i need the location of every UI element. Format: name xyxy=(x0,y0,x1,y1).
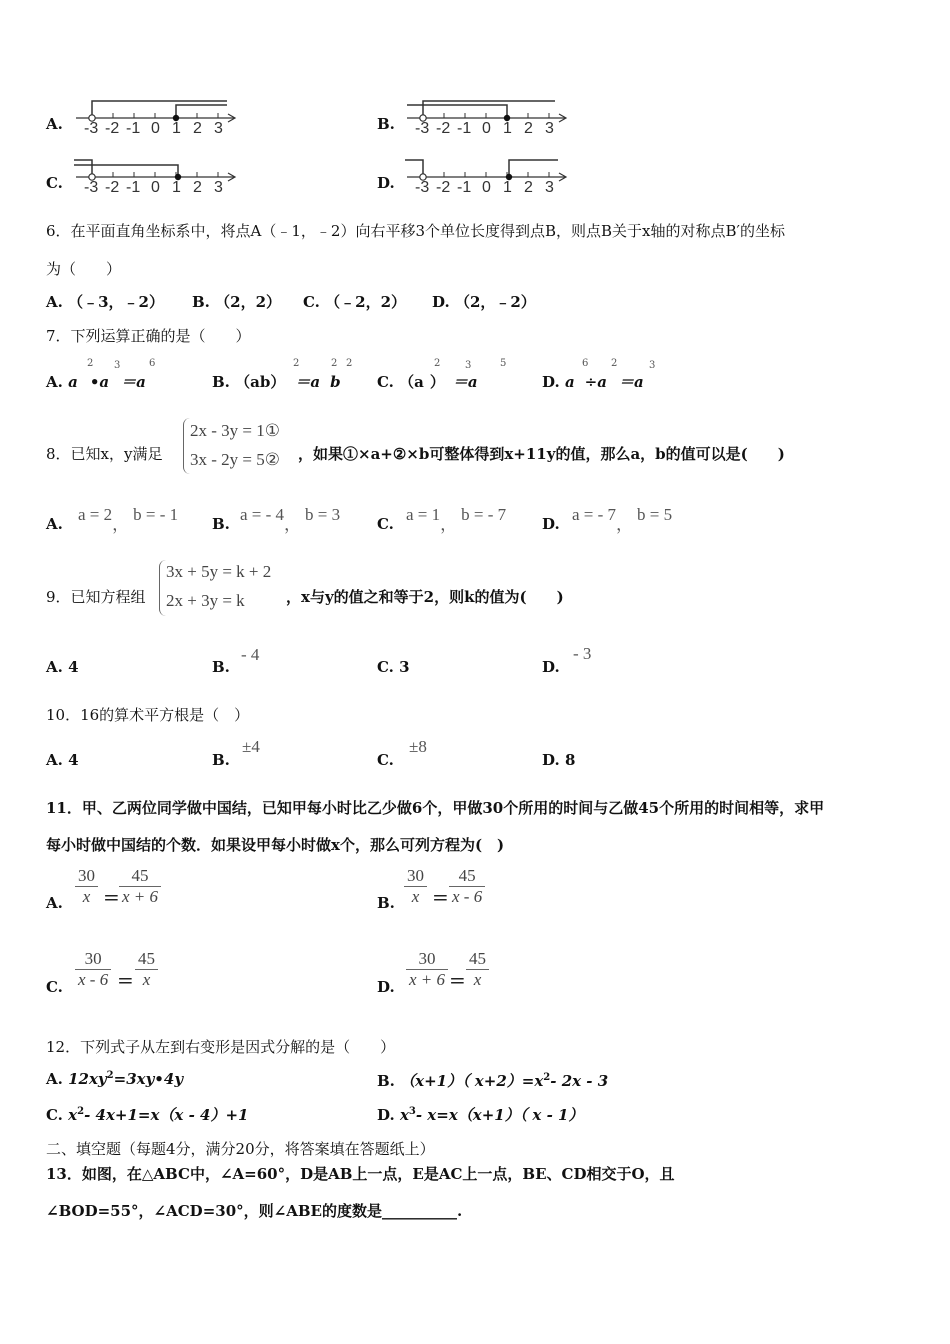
tick-label: 0 xyxy=(482,120,491,137)
q8-stem-prefix: 8．已知x，y满足 xyxy=(46,445,163,463)
tick-label: 3 xyxy=(214,120,223,137)
exponent: 2 xyxy=(87,358,94,369)
option-label: B. xyxy=(192,293,210,311)
equation-2: 2x + 3y = k xyxy=(166,591,245,610)
q8-stem-suffix: ，如果①×a+②×b可整体得到x+11y的值，那么a，b的值可以是( ) xyxy=(298,445,785,463)
q5-option-c-label: C. xyxy=(46,174,63,192)
numerator: 30 xyxy=(404,866,427,887)
option-label: A. xyxy=(46,1070,63,1088)
fraction-right xyxy=(119,866,161,907)
option-text: 3 xyxy=(399,658,410,676)
q6-stem-line2: 为（ ） xyxy=(46,260,122,278)
q9-option-b-label: B. xyxy=(212,658,230,676)
q11-option-d-label: D. xyxy=(377,978,395,996)
q5-option-c-numberline xyxy=(72,155,242,199)
expr-part: ） xyxy=(429,373,445,391)
q6-stem-line1: 6．在平面直角坐标系中，将点A（﹣1，﹣2）向右平移3个单位长度得到点B，则点B关于x轴的对称点B′的坐标 xyxy=(46,222,785,240)
exponent: 6 xyxy=(582,358,589,369)
q11-stem-line1: 11．甲、乙两位同学做中国结，已知甲每小时比乙少做6个，甲做30个所用的时间与乙做45个所用的时间相等，求甲 xyxy=(46,799,825,817)
exponent: 3 xyxy=(114,360,121,371)
exponent: 2 xyxy=(77,1106,85,1117)
q9-option-b-value: - 4 xyxy=(241,645,260,664)
tick-label: 1 xyxy=(503,120,512,137)
q9-option-c xyxy=(377,658,410,676)
equals-sign: = xyxy=(117,968,134,992)
equals-sign: = xyxy=(432,885,449,909)
option-text: （﹣3，﹣2） xyxy=(68,293,164,311)
equation-2: 3x - 2y = 5② xyxy=(190,450,280,469)
tick-label: -2 xyxy=(105,120,120,137)
option-label: A. xyxy=(46,373,63,391)
numerator: 45 xyxy=(135,949,158,970)
expr-part: a xyxy=(564,373,575,391)
q8-option-c-values xyxy=(406,500,507,534)
option-label: A. xyxy=(46,751,63,769)
option-text: 4 xyxy=(68,751,79,769)
q8-option-d-values xyxy=(572,500,673,534)
exponent: 2 xyxy=(434,358,441,369)
q12-stem: 12．下列式子从左到右变形是因式分解的是（ ） xyxy=(46,1038,396,1056)
q6-option-a xyxy=(46,291,164,312)
q11-option-a-label: A. xyxy=(46,894,63,912)
expr-part: ÷a xyxy=(584,373,607,391)
option-text: 8 xyxy=(564,751,576,769)
option-label: B. xyxy=(377,1072,395,1090)
q8-option-a-label: A. xyxy=(46,515,63,533)
expr-part: =3xy•4y xyxy=(113,1070,184,1088)
tick-label: 3 xyxy=(545,120,554,137)
fraction-left xyxy=(406,949,448,990)
q8-option-b-values xyxy=(240,500,341,534)
q12-option-b xyxy=(377,1070,608,1091)
expr-part: （a xyxy=(399,373,424,391)
tick-label: 0 xyxy=(482,179,491,196)
q6-option-c xyxy=(303,291,406,312)
q5-option-d-numberline xyxy=(403,155,573,199)
expr-part: （x+1）（ x+2）=x xyxy=(400,1072,544,1090)
q9-stem-suffix: ，x与y的值之和等于2，则k的值为( ) xyxy=(286,588,564,606)
tick-label: 2 xyxy=(524,120,533,137)
fraction-left xyxy=(75,866,98,907)
equation-1: 3x + 5y = k + 2 xyxy=(166,562,272,581)
separator: ， xyxy=(440,515,458,534)
denominator: x + 6 xyxy=(122,887,159,906)
exponent: 3 xyxy=(465,360,472,371)
expr-part: a xyxy=(68,373,78,391)
numerator: 45 xyxy=(119,866,161,887)
q8-option-c-label: C. xyxy=(377,515,394,533)
exponent: 2 xyxy=(543,1072,551,1083)
q10-option-a xyxy=(46,751,79,769)
value-b: b = 5 xyxy=(637,505,673,524)
denominator: x xyxy=(411,887,420,906)
q7-option-d xyxy=(542,371,644,392)
exponent: 6 xyxy=(149,358,156,369)
value-a: a = - 4 xyxy=(240,505,285,524)
system-brace xyxy=(183,418,190,474)
option-label: C. xyxy=(377,373,394,391)
q10-option-d xyxy=(542,751,575,769)
value-b: b = - 7 xyxy=(461,505,507,524)
q6-option-d xyxy=(432,291,536,312)
q10-option-b-label: B. xyxy=(212,751,230,769)
q7-option-c xyxy=(377,371,478,392)
denominator: x xyxy=(82,887,91,906)
q8-option-d-label: D. xyxy=(542,515,560,533)
tick-label: 0 xyxy=(151,120,160,137)
expr-part: •a xyxy=(89,373,110,391)
tick-label: 3 xyxy=(545,179,554,196)
q11-option-c-label: C. xyxy=(46,978,63,996)
expr-part: 12xy xyxy=(68,1070,107,1088)
exponent: 3 xyxy=(649,360,656,371)
denominator: x xyxy=(142,970,151,989)
fraction-right xyxy=(466,949,489,990)
answer-blank[interactable]: __________ xyxy=(381,1202,457,1220)
equals-sign: = xyxy=(449,968,466,992)
expr-part: - x=x（x+1）（ x - 1） xyxy=(415,1106,584,1124)
q8-option-a-values xyxy=(78,500,179,534)
value-a: a = - 7 xyxy=(572,505,617,524)
option-label: C. xyxy=(377,658,394,676)
equals-sign: = xyxy=(103,885,120,909)
exponent: 2 xyxy=(106,1070,114,1081)
tick-label: 3 xyxy=(214,179,223,196)
equation-1: 2x - 3y = 1① xyxy=(190,421,280,440)
q7-option-a xyxy=(46,371,146,392)
q9-option-d-label: D. xyxy=(542,658,560,676)
tick-label: 1 xyxy=(172,120,181,137)
expr-part: b xyxy=(330,373,341,391)
expr-part: ＝a xyxy=(452,373,478,391)
q11-option-b-label: B. xyxy=(377,894,395,912)
q10-option-c-value: ±8 xyxy=(409,737,427,756)
q13-stem-line2 xyxy=(46,1200,462,1221)
tick-label: 1 xyxy=(503,179,512,196)
tick-label: -2 xyxy=(436,179,451,196)
option-label: A. xyxy=(46,293,63,311)
q6-option-b xyxy=(192,291,281,312)
option-text: （﹣2，2） xyxy=(325,293,407,311)
q5-option-d-label: D. xyxy=(377,174,395,192)
stem-text: ∠BOD=55°，∠ACD=30°，则∠ABE的度数是 xyxy=(46,1202,382,1220)
option-label: A. xyxy=(46,658,63,676)
expr-part: （ab） xyxy=(235,373,286,391)
q5-option-b-numberline xyxy=(403,96,573,140)
tick-label: -3 xyxy=(415,120,430,137)
numerator: 30 xyxy=(75,949,111,970)
tick-label: -1 xyxy=(126,120,141,137)
denominator: x - 6 xyxy=(78,970,109,989)
q11-stem-line2: 每小时做中国结的个数．如果设甲每小时做x个，那么可列方程为( ) xyxy=(46,836,505,854)
stem-end: . xyxy=(456,1202,463,1220)
q10-option-c-label: C. xyxy=(377,751,394,769)
q9-option-a xyxy=(46,658,79,676)
option-label: D. xyxy=(542,751,560,769)
q12-option-a xyxy=(46,1070,183,1088)
q13-stem-line1: 13．如图，在△ABC中，∠A=60°，D是AB上一点，E是AC上一点，BE、CD相交于O，且 xyxy=(46,1165,675,1183)
numerator: 30 xyxy=(75,866,98,887)
expr-part: - 2x - 3 xyxy=(550,1072,609,1090)
exponent: 2 xyxy=(346,358,353,369)
tick-label: -3 xyxy=(415,179,430,196)
denominator: x + 6 xyxy=(409,970,446,989)
value-b: b = - 1 xyxy=(133,505,179,524)
numerator: 30 xyxy=(406,949,448,970)
numerator: 45 xyxy=(466,949,489,970)
fraction-left xyxy=(404,866,427,907)
exponent: 3 xyxy=(408,1106,416,1117)
separator: ， xyxy=(616,515,634,534)
separator: ， xyxy=(284,515,302,534)
q9-equation-system xyxy=(166,557,271,615)
fraction-right xyxy=(135,949,158,990)
value-b: b = 3 xyxy=(305,505,341,524)
q9-stem-prefix: 9．已知方程组 xyxy=(46,588,146,606)
option-label: D. xyxy=(542,373,560,391)
exponent: 5 xyxy=(500,358,507,369)
tick-label: -3 xyxy=(84,120,99,137)
fraction-left xyxy=(75,949,111,990)
option-text: （2，﹣2） xyxy=(454,293,536,311)
tick-label: -1 xyxy=(457,120,472,137)
option-text: 4 xyxy=(68,658,79,676)
expr-part: ＝a xyxy=(121,373,146,391)
section-title: 二、填空题（每题4分，满分20分，将答案填在答题纸上） xyxy=(46,1140,435,1158)
q10-option-b-value: ±4 xyxy=(242,737,260,756)
q10-stem: 10．16的算术平方根是（ ） xyxy=(46,706,250,724)
tick-label: -1 xyxy=(457,179,472,196)
option-label: C. xyxy=(46,1106,63,1124)
tick-label: 2 xyxy=(193,120,202,137)
q12-option-d xyxy=(377,1104,583,1125)
q7-stem: 7．下列运算正确的是（ ） xyxy=(46,327,251,345)
option-label: D. xyxy=(432,293,450,311)
fraction-right xyxy=(449,866,485,907)
tick-label: -2 xyxy=(105,179,120,196)
separator: ， xyxy=(112,515,130,534)
tick-label: 2 xyxy=(193,179,202,196)
expr-part: x xyxy=(399,1106,409,1124)
tick-label: 1 xyxy=(172,179,181,196)
q5-option-a-label: A. xyxy=(46,115,63,133)
q5-option-a-numberline xyxy=(72,96,242,140)
value-a: a = 2 xyxy=(78,505,113,524)
tick-label: 2 xyxy=(524,179,533,196)
q8-equation-system xyxy=(190,416,280,474)
q8-option-b-label: B. xyxy=(212,515,230,533)
exponent: 2 xyxy=(611,358,618,369)
tick-label: 0 xyxy=(151,179,160,196)
tick-label: -3 xyxy=(84,179,99,196)
numerator: 45 xyxy=(449,866,485,887)
q9-option-d-value: - 3 xyxy=(573,644,592,663)
option-text: （2，2） xyxy=(215,293,282,311)
denominator: x xyxy=(473,970,482,989)
denominator: x - 6 xyxy=(452,887,483,906)
expr-part: x xyxy=(68,1106,78,1124)
value-a: a = 1 xyxy=(406,505,441,524)
expr-part: ＝a xyxy=(295,373,321,391)
expr-part: ＝a xyxy=(618,373,644,391)
q12-option-c xyxy=(46,1104,248,1125)
q5-option-b-label: B. xyxy=(377,115,395,133)
option-label: D. xyxy=(377,1106,395,1124)
exponent: 2 xyxy=(331,358,338,369)
option-label: C. xyxy=(303,293,320,311)
expr-part: - 4x+1=x（x - 4）+1 xyxy=(84,1106,249,1124)
option-label: B. xyxy=(212,373,230,391)
system-brace xyxy=(159,560,166,616)
q7-option-b xyxy=(212,371,341,392)
exponent: 2 xyxy=(293,358,300,369)
tick-label: -2 xyxy=(436,120,451,137)
tick-label: -1 xyxy=(126,179,141,196)
